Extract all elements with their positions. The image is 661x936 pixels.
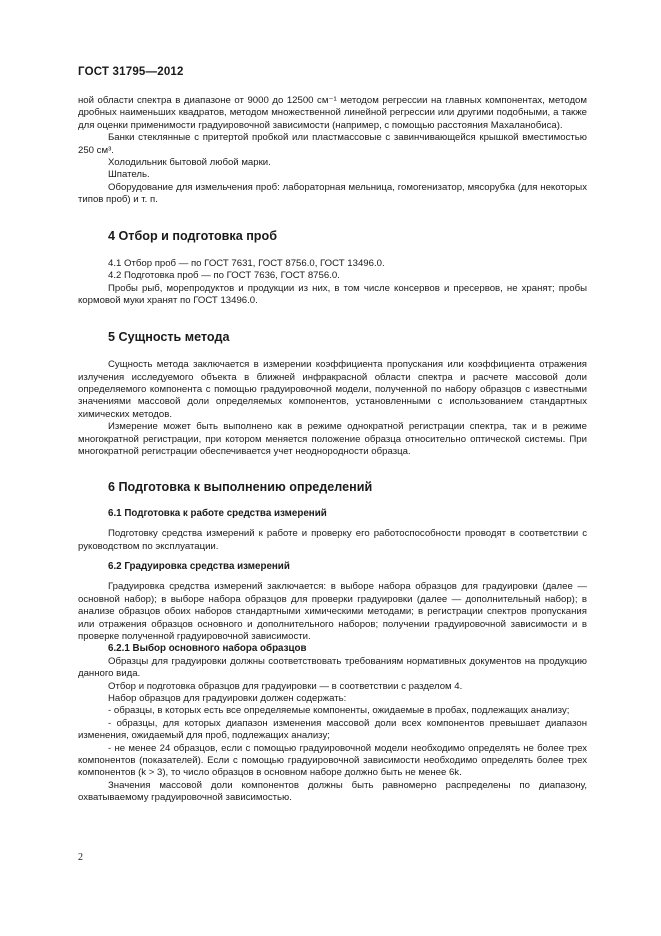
subsection-6-2-1-heading: 6.2.1 Выбор основного набора образцов [108, 643, 307, 655]
section-4-heading: 4 Отбор и подготовка проб [108, 228, 277, 243]
paragraph: Банки стеклянные с притертой пробкой или пластмассовые с завинчивающейся крышкой вместимостью 250 см³. [78, 132, 587, 156]
paragraph: Отбор и подготовка образцов для градуировки — в соответствии с разделом 4. [108, 680, 463, 692]
page-content [78, 95, 587, 805]
section-5-heading: 5 Сущность метода [108, 329, 230, 344]
paragraph: Сущность метода заключается в измерении коэффициента пропускания или коэффициента отражения излучения исследуемого объекта в ближней инфракрасной области спектра и расчете массовой доли определяемого компонента с помощью градуировочной модели, полученной по набору образцов с известными значениями массовой доли определяемых компонентов, установленными с использованием стандартных химических методов. [78, 359, 587, 420]
paragraph: ной области спектра в диапазоне от 9000 до 12500 см⁻¹ методом регрессии на главных компонентах, методом дробных наименьших квадратов, методом множественной линейной регрессии или другими подобными, а также для оценки применимости градуировочной зависимости (например, с помощью расстояния Махаланобиса). [78, 95, 587, 131]
paragraph: Шпатель. [108, 169, 150, 181]
page-number: 2 [78, 852, 83, 863]
paragraph: Подготовку средства измерений к работе и проверку его работоспособности проводят в соответствии с руководством по эксплуатации. [78, 528, 587, 552]
paragraph: 4.1 Отбор проб — по ГОСТ 7631, ГОСТ 8756.0, ГОСТ 13496.0. [108, 258, 385, 270]
list-item: - не менее 24 образцов, если с помощью градуировочной модели необходимо определять не более трех компонентов (показателей). Если с помощью градуировочной зависимости необходимо определять более трех компонентов (k > 3), то число образцов в основном наборе должно быть не менее 6k. [78, 742, 587, 779]
section-6-heading: 6 Подготовка к выполнению определений [108, 480, 373, 495]
paragraph: 4.2 Подготовка проб — по ГОСТ 7636, ГОСТ 8756.0. [108, 270, 340, 282]
list-item: - образцы, в которых есть все определяемые компоненты, ожидаемые в пробах, подлежащих анализу; [108, 705, 570, 717]
list-item: - образцы, для которых диапазон изменения массовой доли всех компонентов превышает диапазон изменения, ожидаемый для проб, подлежащих анализу; [78, 717, 587, 742]
paragraph: Набор образцов для градуировки должен содержать: [108, 693, 347, 705]
paragraph: Градуировка средства измерений заключается: в выборе набора образцов для градуировки (далее — основной набор); в выборе набора образцов для проверки градуировки (далее — дополнительный набор); в анализе образцов обоих наборов стандартными химическими методами; в регистрации спектров пропускания или отражения образцов основного и дополнительного наборов; получении градуировочной зависимости и в проверке полученной градуировочной зависимости. [78, 581, 587, 642]
subsection-6-2-heading: 6.2 Градуировка средства измерений [108, 560, 290, 572]
paragraph: Измерение может быть выполнено как в режиме однократной регистрации спектра, так и в режиме многократной регистрации, при котором меняется положение образца относительно оптической системы. При многократной регистрации обеспечивается учет неоднородности образца. [78, 421, 587, 457]
paragraph: Образцы для градуировки должны соответствовать требованиям нормативных документов на продукцию данного вида. [78, 655, 587, 680]
paragraph: Пробы рыб, морепродуктов и продукции из них, в том числе консервов и пресервов, не хранят; пробы кормовой муки хранят по ГОСТ 13496.0. [78, 282, 587, 307]
document-header: ГОСТ 31795—2012 [78, 66, 184, 78]
paragraph: Значения массовой доли компонентов должны быть равномерно распределены по диапазону, охватываемому градуировочной зависимостью. [78, 779, 587, 804]
paragraph: Холодильник бытовой любой марки. [108, 157, 271, 169]
subsection-6-1-heading: 6.1 Подготовка к работе средства измерений [108, 507, 327, 519]
paragraph: Оборудование для измельчения проб: лабораторная мельница, гомогенизатор, мясорубка (для некоторых типов проб) и т. п. [78, 181, 587, 206]
